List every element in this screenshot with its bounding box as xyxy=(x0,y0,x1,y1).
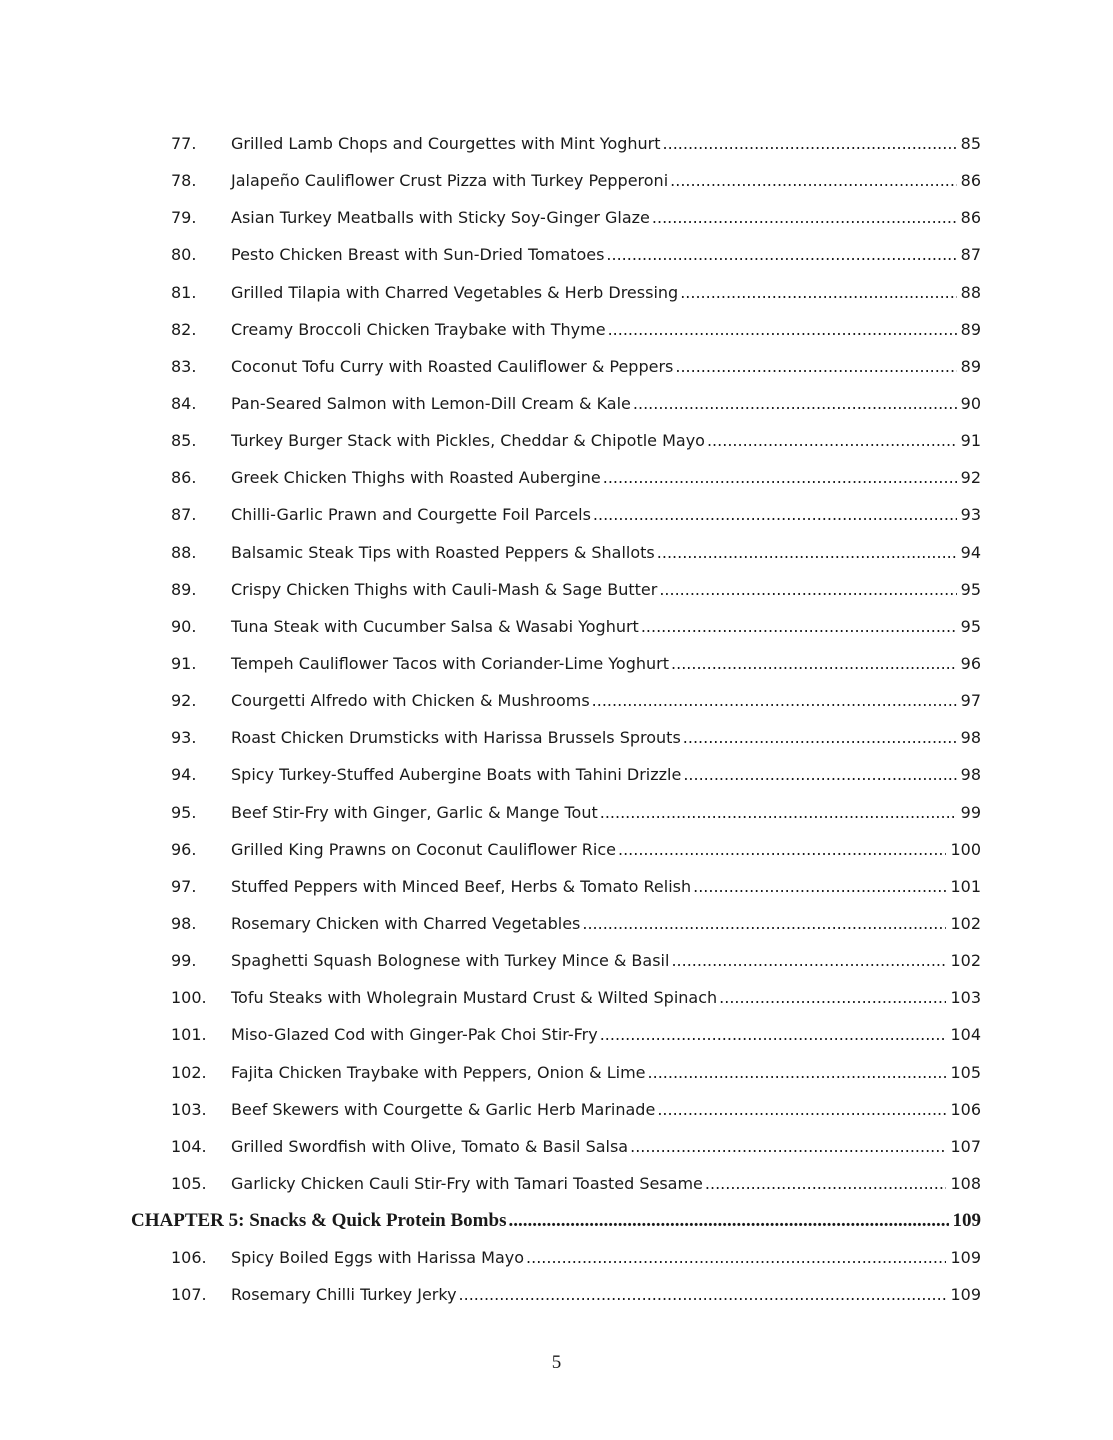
entry-number: 81. xyxy=(171,282,197,302)
dot-leader xyxy=(705,1174,947,1193)
entry-number: 102. xyxy=(171,1062,207,1082)
dot-leader xyxy=(526,1248,946,1267)
entry-page-number: 106 xyxy=(950,1099,981,1119)
chapter-page-number: 109 xyxy=(952,1209,981,1231)
entry-page-number: 87 xyxy=(960,245,981,265)
entry-number: 84. xyxy=(171,394,197,414)
entry-number: 99. xyxy=(171,951,197,971)
toc-entry[interactable] xyxy=(131,794,981,831)
entry-title: Grilled King Prawns on Coconut Cauliflower Rice xyxy=(231,839,616,859)
dot-leader xyxy=(719,988,946,1007)
toc-entry[interactable] xyxy=(131,645,981,682)
entry-title: Fajita Chicken Traybake with Peppers, Onion & Lime xyxy=(231,1062,646,1082)
entry-title: Tofu Steaks with Wholegrain Mustard Crust & Wilted Spinach xyxy=(231,988,718,1008)
entry-title: Greek Chicken Thighs with Roasted Aubergine xyxy=(231,468,601,488)
entry-number: 80. xyxy=(171,245,197,265)
dot-leader xyxy=(657,543,957,562)
entry-page-number: 109 xyxy=(950,1248,981,1268)
dot-leader xyxy=(670,171,957,190)
entry-title: Roast Chicken Drumsticks with Harissa Brussels Sprouts xyxy=(231,728,681,748)
entry-title: Rosemary Chicken with Charred Vegetables xyxy=(231,914,581,934)
entry-page-number: 103 xyxy=(950,988,981,1008)
dot-leader xyxy=(663,134,957,153)
entry-title: Pan-Seared Salmon with Lemon-Dill Cream & Kale xyxy=(231,394,631,414)
entry-page-number: 93 xyxy=(960,505,981,525)
entry-number: 83. xyxy=(171,356,197,376)
dot-leader xyxy=(606,245,956,264)
dot-leader xyxy=(659,580,956,599)
chapter-title: CHAPTER 5: Snacks & Quick Protein Bombs xyxy=(131,1209,507,1231)
toc-entries-list xyxy=(131,125,981,1202)
entry-page-number: 108 xyxy=(950,1174,981,1193)
toc-entry[interactable] xyxy=(131,756,981,793)
entry-title: Miso-Glazed Cod with Ginger-Pak Choi Stir-Fry xyxy=(231,1025,598,1045)
toc-entry[interactable] xyxy=(131,496,981,533)
toc-entry[interactable] xyxy=(131,422,981,459)
toc-chapter-entries-list xyxy=(131,1239,981,1313)
toc-entry[interactable] xyxy=(131,534,981,571)
dot-leader xyxy=(657,1100,946,1119)
entry-number: 98. xyxy=(171,914,197,934)
toc-entry[interactable] xyxy=(131,868,981,905)
toc-entry[interactable] xyxy=(131,1016,981,1053)
entry-number: 103. xyxy=(171,1099,207,1119)
entry-page-number: 89 xyxy=(960,356,981,376)
entry-number: 96. xyxy=(171,839,197,859)
dot-leader xyxy=(582,914,946,933)
toc-entry[interactable] xyxy=(131,1054,981,1091)
entry-page-number: 100 xyxy=(950,839,981,859)
toc-entry[interactable] xyxy=(131,236,981,273)
entry-page-number: 95 xyxy=(960,579,981,599)
entry-title: Beef Skewers with Courgette & Garlic Herb Marinade xyxy=(231,1099,656,1119)
entry-page-number: 86 xyxy=(960,171,981,191)
entry-page-number: 96 xyxy=(960,654,981,674)
entry-number: 106. xyxy=(171,1248,207,1268)
dot-leader xyxy=(459,1285,947,1304)
dot-leader xyxy=(592,691,957,710)
entry-number: 94. xyxy=(171,765,197,785)
entry-title: Pesto Chicken Breast with Sun-Dried Tomatoes xyxy=(231,245,605,265)
entry-number: 105. xyxy=(171,1174,207,1193)
entry-number: 95. xyxy=(171,802,197,822)
toc-entry[interactable] xyxy=(131,682,981,719)
entry-title: Coconut Tofu Curry with Roasted Cauliflower & Peppers xyxy=(231,356,674,376)
dot-leader xyxy=(600,803,957,822)
entry-title: Spaghetti Squash Bolognese with Turkey Mince & Basil xyxy=(231,951,670,971)
dot-leader xyxy=(680,283,956,302)
entry-title: Tuna Steak with Cucumber Salsa & Wasabi Yoghurt xyxy=(231,616,639,636)
entry-page-number: 99 xyxy=(960,802,981,822)
table-of-contents xyxy=(131,125,981,1314)
entry-page-number: 85 xyxy=(960,134,981,154)
entry-title: Spicy Turkey-Stuffed Aubergine Boats with Tahini Drizzle xyxy=(231,765,682,785)
entry-page-number: 97 xyxy=(960,691,981,711)
dot-leader xyxy=(675,357,956,376)
entry-number: 104. xyxy=(171,1136,207,1156)
toc-entry[interactable] xyxy=(131,162,981,199)
dot-leader xyxy=(600,1025,947,1044)
entry-page-number: 89 xyxy=(960,319,981,339)
entry-number: 77. xyxy=(171,134,197,154)
toc-entry[interactable] xyxy=(131,1276,981,1313)
entry-number: 87. xyxy=(171,505,197,525)
entry-number: 85. xyxy=(171,431,197,451)
toc-entry[interactable] xyxy=(131,385,981,422)
entry-page-number: 91 xyxy=(960,431,981,451)
entry-page-number: 105 xyxy=(950,1062,981,1082)
entry-page-number: 109 xyxy=(950,1285,981,1305)
entry-page-number: 101 xyxy=(950,876,981,896)
toc-entry[interactable] xyxy=(131,1165,981,1202)
entry-page-number: 94 xyxy=(960,542,981,562)
entry-title: Stuffed Peppers with Minced Beef, Herbs & Tomato Relish xyxy=(231,876,692,896)
entry-number: 79. xyxy=(171,208,197,228)
entry-page-number: 95 xyxy=(960,616,981,636)
toc-entry[interactable] xyxy=(131,311,981,348)
entry-title: Asian Turkey Meatballs with Sticky Soy-Ginger Glaze xyxy=(231,208,650,228)
entry-number: 101. xyxy=(171,1025,207,1045)
entry-title: Chilli-Garlic Prawn and Courgette Foil Parcels xyxy=(231,505,591,525)
dot-leader xyxy=(508,1210,948,1232)
dot-leader xyxy=(648,1063,947,1082)
entry-number: 107. xyxy=(171,1285,207,1305)
dot-leader xyxy=(608,320,957,339)
dot-leader xyxy=(652,208,957,227)
entry-title: Tempeh Cauliflower Tacos with Coriander-Lime Yoghurt xyxy=(231,654,670,674)
page-number: 5 xyxy=(551,1352,562,1373)
entry-page-number: 98 xyxy=(960,728,981,748)
dot-leader xyxy=(630,1137,946,1156)
toc-entry[interactable] xyxy=(131,1239,981,1276)
entry-page-number: 98 xyxy=(960,765,981,785)
entry-number: 97. xyxy=(171,876,197,896)
entry-page-number: 90 xyxy=(960,394,981,414)
entry-number: 78. xyxy=(171,171,197,191)
toc-entry[interactable] xyxy=(131,274,981,311)
dot-leader xyxy=(671,951,946,970)
entry-page-number: 86 xyxy=(960,208,981,228)
entry-title: Beef Stir-Fry with Ginger, Garlic & Mange Tout xyxy=(231,802,598,822)
entry-title: Spicy Boiled Eggs with Harissa Mayo xyxy=(231,1248,525,1268)
entry-title: Courgetti Alfredo with Chicken & Mushrooms xyxy=(231,691,590,711)
dot-leader xyxy=(683,765,956,784)
entry-title: Jalapeño Cauliflower Crust Pizza with Turkey Pepperoni xyxy=(231,171,669,191)
entry-page-number: 104 xyxy=(950,1025,981,1045)
entry-number: 93. xyxy=(171,728,197,748)
dot-leader xyxy=(707,431,957,450)
toc-entry[interactable] xyxy=(131,348,981,385)
dot-leader xyxy=(633,394,957,413)
toc-entry[interactable] xyxy=(131,979,981,1016)
entry-title: Balsamic Steak Tips with Roasted Peppers & Shallots xyxy=(231,542,655,562)
entry-page-number: 102 xyxy=(950,951,981,971)
entry-title: Crispy Chicken Thighs with Cauli-Mash & Sage Butter xyxy=(231,579,658,599)
entry-number: 90. xyxy=(171,616,197,636)
toc-entry[interactable] xyxy=(131,831,981,868)
dot-leader xyxy=(618,840,946,859)
dot-leader xyxy=(593,505,957,524)
entry-title: Rosemary Chilli Turkey Jerky xyxy=(231,1285,457,1305)
toc-entry[interactable] xyxy=(131,125,981,162)
entry-page-number: 92 xyxy=(960,468,981,488)
dot-leader xyxy=(683,728,957,747)
dot-leader xyxy=(641,617,957,636)
toc-entry[interactable] xyxy=(131,459,981,496)
entry-number: 88. xyxy=(171,542,197,562)
toc-entry[interactable] xyxy=(131,1128,981,1165)
entry-title: Garlicky Chicken Cauli Stir-Fry with Tamari Toasted Sesame xyxy=(231,1174,703,1193)
dot-leader xyxy=(603,468,957,487)
entry-title: Creamy Broccoli Chicken Traybake with Thyme xyxy=(231,319,606,339)
entry-title: Grilled Tilapia with Charred Vegetables & Herb Dressing xyxy=(231,282,679,302)
entry-page-number: 88 xyxy=(960,282,981,302)
entry-number: 86. xyxy=(171,468,197,488)
entry-title: Grilled Swordfish with Olive, Tomato & Basil Salsa xyxy=(231,1136,629,1156)
toc-entry[interactable] xyxy=(131,608,981,645)
entry-number: 82. xyxy=(171,319,197,339)
entry-page-number: 107 xyxy=(950,1136,981,1156)
entry-number: 100. xyxy=(171,988,207,1008)
toc-chapter-heading[interactable] xyxy=(131,1202,981,1239)
dot-leader xyxy=(693,877,946,896)
entry-page-number: 102 xyxy=(950,914,981,934)
dot-leader xyxy=(671,654,957,673)
entry-number: 92. xyxy=(171,691,197,711)
toc-entry[interactable] xyxy=(131,199,981,236)
entry-number: 89. xyxy=(171,579,197,599)
entry-number: 91. xyxy=(171,654,197,674)
toc-entry[interactable] xyxy=(131,719,981,756)
toc-entry[interactable] xyxy=(131,571,981,608)
entry-title: Turkey Burger Stack with Pickles, Cheddar & Chipotle Mayo xyxy=(231,431,705,451)
toc-entry[interactable] xyxy=(131,942,981,979)
toc-entry[interactable] xyxy=(131,1091,981,1128)
entry-title: Grilled Lamb Chops and Courgettes with Mint Yoghurt xyxy=(231,134,661,154)
toc-entry[interactable] xyxy=(131,905,981,942)
